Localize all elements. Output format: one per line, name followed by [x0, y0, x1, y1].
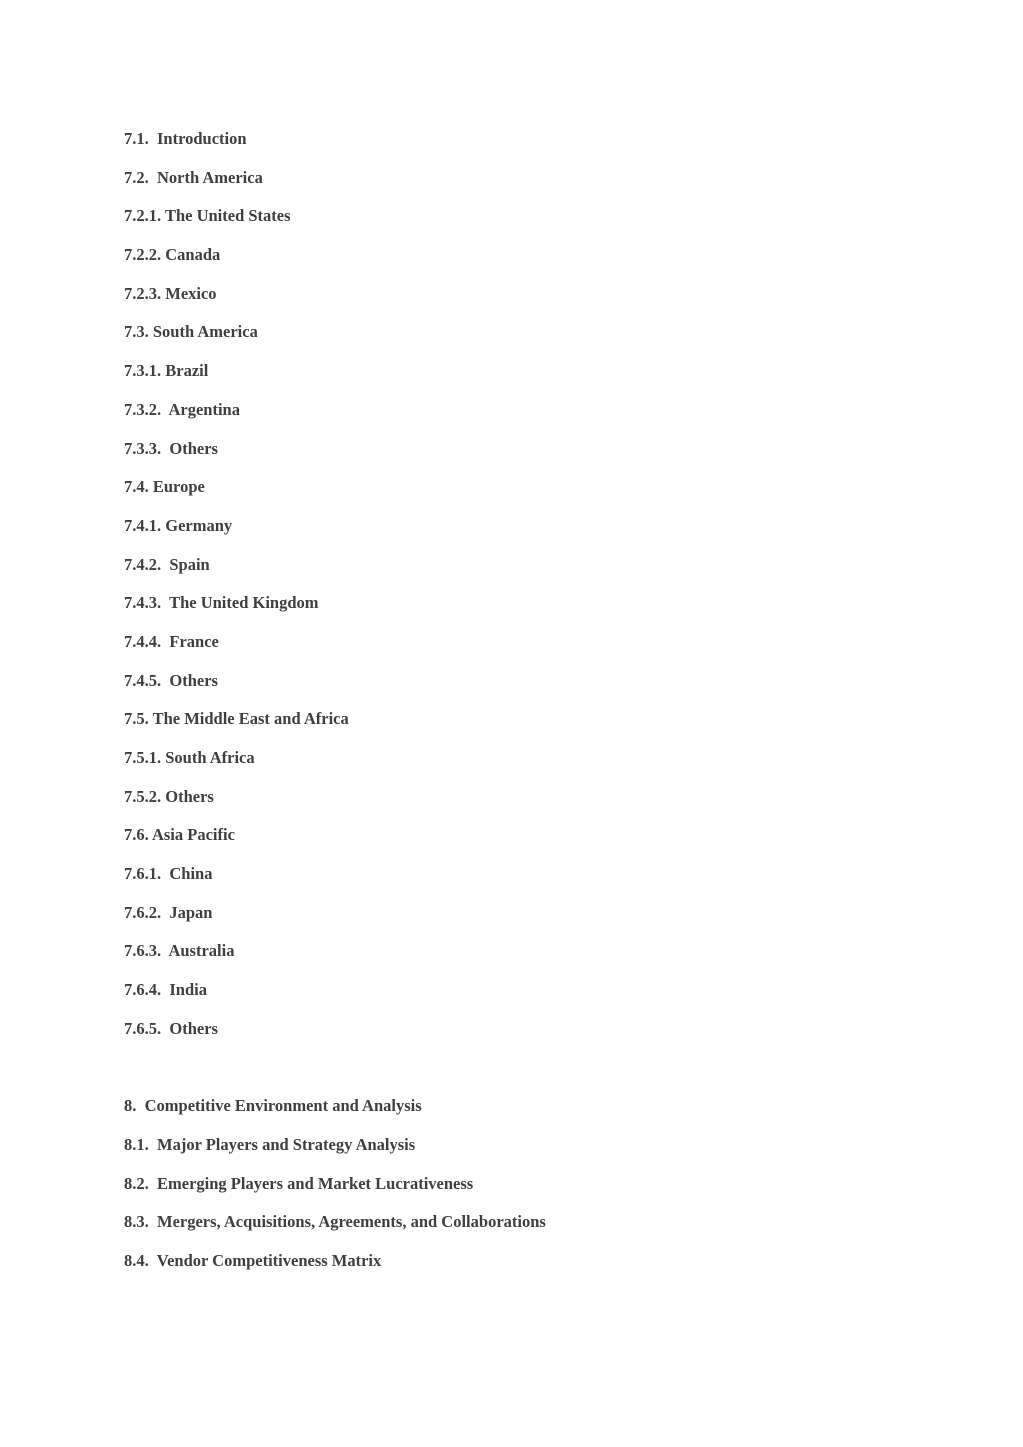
toc-entry-7-5: 7.5. The Middle East and Africa: [124, 709, 349, 729]
toc-entry-7-6-4: 7.6.4. India: [124, 980, 207, 1000]
toc-entry-7-3-3: 7.3.3. Others: [124, 438, 218, 458]
toc-entry-8-2: 8.2. Emerging Players and Market Lucrativeness: [124, 1173, 474, 1193]
toc-entry-8-4: 8.4. Vendor Competitiveness Matrix: [124, 1250, 382, 1270]
toc-entry-7-1: 7.1. Introduction: [124, 129, 247, 148]
toc-entry-7-6-1: 7.6.1. China: [124, 864, 213, 884]
toc-entry-7-3-2: 7.3.2. Argentina: [124, 399, 240, 419]
toc-entry-7-3-1: 7.3.1. Brazil: [124, 361, 209, 381]
table-of-contents: [124, 127, 924, 1288]
toc-entry-7-6-2: 7.6.2. Japan: [124, 902, 213, 922]
toc-entry-8-1: 8.1. Major Players and Strategy Analysis: [124, 1134, 416, 1154]
toc-entry-7-2-1: 7.2.1. The United States: [124, 206, 291, 226]
toc-entry-7-4-4: 7.4.4. France: [124, 631, 219, 651]
toc-entry-8: 8. Competitive Environment and Analysis: [124, 1096, 422, 1116]
toc-entry-7-2-3: 7.2.3. Mexico: [124, 283, 217, 303]
toc-entry-7-6-5: 7.6.5. Others: [124, 1018, 218, 1038]
section-spacer: [124, 1056, 924, 1095]
toc-entry-7-5-1: 7.5.1. South Africa: [124, 748, 255, 767]
toc-entry-8-3: 8.3. Mergers, Acquisitions, Agreements, and Collaborations: [124, 1212, 546, 1232]
toc-entry-7-4-3: 7.4.3. The United Kingdom: [124, 593, 319, 613]
toc-entry-7-2: 7.2. North America: [124, 167, 263, 187]
toc-entry-7-4-1: 7.4.1. Germany: [124, 515, 233, 535]
toc-entry-7-3: 7.3. South America: [124, 322, 258, 342]
toc-entry-7-6-3: 7.6.3. Australia: [124, 941, 235, 961]
toc-entry-7-6: 7.6. Asia Pacific: [124, 825, 235, 845]
toc-entry-7-4: 7.4. Europe: [124, 477, 205, 497]
toc-entry-7-5-2: 7.5.2. Others: [124, 786, 214, 806]
toc-entry-7-4-2: 7.4.2. Spain: [124, 554, 210, 574]
toc-entry-7-4-5: 7.4.5. Others: [124, 670, 218, 690]
toc-entry-7-2-2: 7.2.2. Canada: [124, 245, 221, 265]
